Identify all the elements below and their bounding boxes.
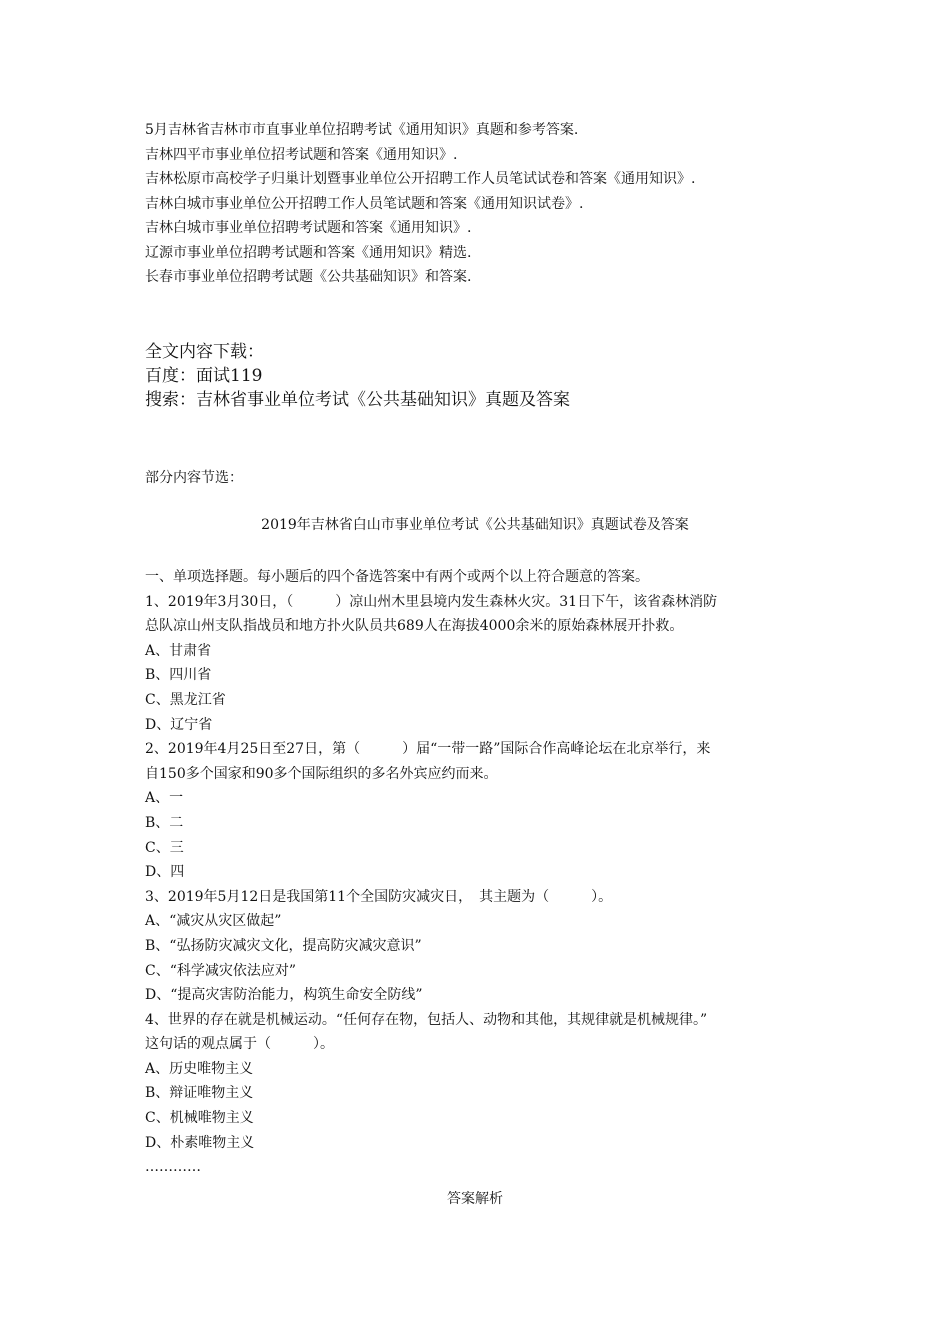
related-links-list [145,118,845,290]
question-option: D、四 [145,864,185,881]
question-stem: 这句话的观点属于（ ）。 [145,1036,334,1053]
partial-content-label: 部分内容节选： [145,470,243,486]
related-link[interactable]: 吉林松原市高校学子归巢计划暨事业单位公开招聘工作人员笔试试卷和答案《通用知识》. [145,171,696,187]
related-link[interactable]: 长春市事业单位招聘考试题《公共基础知识》和答案. [145,269,472,285]
download-search: 搜索：吉林省事业单位考试《公共基础知识》真题及答案 [145,390,570,410]
question-list [145,565,815,1180]
question-option: B、二 [145,814,184,831]
question-option: A、甘肃省 [145,642,212,659]
download-info [145,340,845,412]
question-option: A、一 [145,790,184,807]
related-link[interactable]: 吉林白城市事业单位公开招聘工作人员笔试题和答案《通用知识试卷》. [145,195,584,212]
question-stem: 3、2019年5月12日是我国第11个全国防灾减灾日， 其主题为（ ）。 [145,888,613,905]
related-link[interactable]: 5月吉林省吉林市市直事业单位招聘考试《通用知识》真题和参考答案. [145,122,579,138]
question-option: C、三 [145,839,184,856]
question-option: D、“提高灾害防治能力，构筑生命安全防线” [145,987,423,1004]
question-option: B、“弘扬防灾减灾文化，提高防灾减灾意识” [145,937,422,954]
question-stem: 2、2019年4月25日至27日，第（ ）届“一带一路”国际合作高峰论坛在北京举行，来 [145,741,711,758]
ellipsis: ………… [145,1159,201,1176]
related-link[interactable]: 吉林白城市事业单位招聘考试题和答案《通用知识》. [145,220,472,236]
question-option: D、辽宁省 [145,716,213,733]
download-heading: 全文内容下载： [145,342,264,362]
download-baidu: 百度：面试119 [145,366,263,386]
related-link[interactable]: 辽源市事业单位招聘考试题和答案《通用知识》精选. [145,244,472,261]
question-option: B、四川省 [145,667,212,684]
question-option: C、黑龙江省 [145,691,226,708]
question-option: D、朴素唯物主义 [145,1134,255,1151]
question-option: C、“科学减灾依法应对” [145,962,297,979]
question-stem: 总队凉山州支队指战员和地方扑火队员共689人在海拔4000余米的原始森林展开扑救。 [145,618,684,635]
section-heading: 一、单项选择题。每小题后的四个备选答案中有两个或两个以上符合题意的答案。 [145,569,649,585]
exam-title: 2019年吉林省白山市事业单位考试《公共基础知识》真题试卷及答案 [261,517,689,533]
related-link[interactable]: 吉林四平市事业单位招考试题和答案《通用知识》. [145,146,458,163]
question-option: B、辩证唯物主义 [145,1085,254,1102]
question-option: C、机械唯物主义 [145,1110,254,1127]
answer-heading: 答案解析 [447,1191,503,1207]
question-stem: 1、2019年3月30日，（ ）凉山州木里县境内发生森林火灾。31日下午，该省森林消防 [145,593,718,610]
question-stem: 自150多个国家和90多个国际组织的多名外宾应约而来。 [145,765,498,782]
question-option: A、“减灾从灾区做起” [145,913,282,930]
question-stem: 4、世界的存在就是机械运动。“任何存在物，包括人、动物和其他，其规律就是机械规律。” [145,1011,708,1028]
question-option: A、历史唯物主义 [145,1060,254,1077]
